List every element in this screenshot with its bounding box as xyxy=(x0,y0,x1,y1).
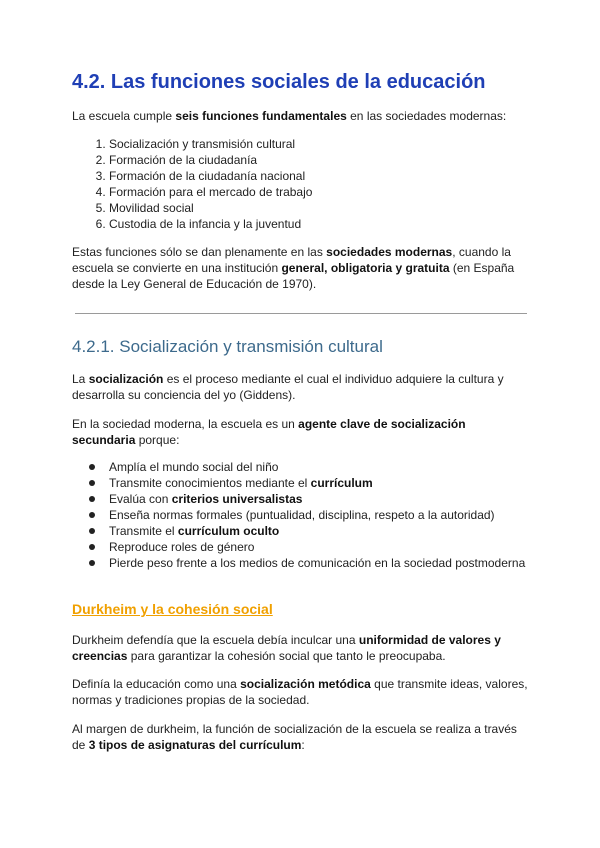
modern-text-3: (en España desde la Ley General de Educación de 1970). xyxy=(72,261,515,291)
agent-text-2: porque: xyxy=(135,433,180,447)
list-item xyxy=(109,539,530,555)
margin-text-1: Al margen de durkheim, la función de socialización de la escuela se realiza a través de xyxy=(72,722,517,752)
modern-text-2: , cuando la escuela se convierte en una institución xyxy=(72,245,511,275)
bullet-icon xyxy=(89,464,95,470)
modern-society-paragraph xyxy=(72,244,530,292)
margin-bold: 3 tipos de asignaturas del currículum xyxy=(88,738,302,752)
bullet-icon xyxy=(89,528,95,534)
agent-text-1: En la sociedad moderna, la escuela es un xyxy=(72,417,299,431)
modern-bold-2: general, obligatoria y gratuita xyxy=(281,261,450,275)
bullet-bold: criterios universalistas xyxy=(171,492,303,506)
durkheim-paragraph-2 xyxy=(72,676,530,708)
durkheim2-bold: socialización metódica xyxy=(240,677,371,691)
intro-bold: seis funciones fundamentales xyxy=(175,109,347,123)
durkheim2-text-2: que transmite ideas, valores, normas y tradiciones propias de la sociedad. xyxy=(72,677,528,707)
list-item xyxy=(109,475,530,491)
bullet-bold: currículum xyxy=(310,476,373,490)
socialization-definition xyxy=(72,371,530,403)
bullet-icon xyxy=(89,496,95,502)
agent-bold: agente clave de socialización secundaria xyxy=(72,417,466,447)
durkheim1-text-1: Durkheim defendía que la escuela debía inculcar una xyxy=(72,633,359,647)
bullet-text: Enseña normas formales (puntualidad, disciplina, respeto a la autoridad) xyxy=(109,508,495,522)
durkheim-heading: Durkheim y la cohesión social xyxy=(72,601,273,617)
bullet-text: Reproduce roles de género xyxy=(109,540,255,554)
list-item xyxy=(109,523,530,539)
modern-text-1: Estas funciones sólo se dan plenamente en las xyxy=(72,245,327,259)
def-text-2: es el proceso mediante el cual el individuo adquiere la cultura y desarrolla su conciencia del yo (Giddens). xyxy=(72,372,504,402)
list-item: 2. Formación de la ciudadanía xyxy=(109,152,312,168)
margin-paragraph xyxy=(72,721,530,753)
list-item: 4. Formación para el mercado de trabajo xyxy=(109,184,312,200)
bullet-icon xyxy=(89,560,95,566)
list-item xyxy=(109,555,530,571)
bullet-text: Transmite conocimientos mediante el xyxy=(109,476,311,490)
def-text-1: La xyxy=(72,372,89,386)
def-bold: socialización xyxy=(88,372,164,386)
list-item xyxy=(109,507,530,523)
intro-paragraph xyxy=(72,108,530,124)
intro-text-end: en las sociedades modernas: xyxy=(346,109,507,123)
list-item: 6. Custodia de la infancia y la juventud xyxy=(109,216,312,232)
list-item xyxy=(109,491,530,507)
bullet-icon xyxy=(89,480,95,486)
margin-text-2: : xyxy=(301,738,305,752)
bullet-text: Pierde peso frente a los medios de comunicación en la sociedad postmoderna xyxy=(109,556,526,570)
durkheim1-bold: uniformidad de valores y creencias xyxy=(72,633,501,663)
bullet-bold: currículum oculto xyxy=(177,524,280,538)
section-title: 4.2. Las funciones sociales de la educación xyxy=(72,71,486,93)
divider xyxy=(75,313,527,314)
modern-bold-1: sociedades modernas xyxy=(326,245,453,259)
bullet-icon xyxy=(89,512,95,518)
durkheim1-text-2: para garantizar la cohesión social que tanto le preocupaba. xyxy=(127,649,446,663)
durkheim-paragraph-1 xyxy=(72,632,530,664)
bullet-icon xyxy=(89,544,95,550)
agent-paragraph xyxy=(72,416,530,448)
subsection-title: 4.2.1. Socialización y transmisión cultural xyxy=(72,337,383,356)
list-item: 1. Socialización y transmisión cultural xyxy=(109,136,312,152)
bullet-text: Evalúa con xyxy=(109,492,172,506)
list-item: 5. Movilidad social xyxy=(109,200,312,216)
intro-text: La escuela cumple xyxy=(72,109,176,123)
durkheim2-text-1: Definía la educación como una xyxy=(72,677,241,691)
list-item xyxy=(109,459,530,475)
list-item: 3. Formación de la ciudadanía nacional xyxy=(109,168,312,184)
functions-list xyxy=(72,136,312,232)
bullet-text: Amplía el mundo social del niño xyxy=(109,460,279,474)
bullet-text: Transmite el xyxy=(109,524,178,538)
reasons-list xyxy=(72,459,530,571)
